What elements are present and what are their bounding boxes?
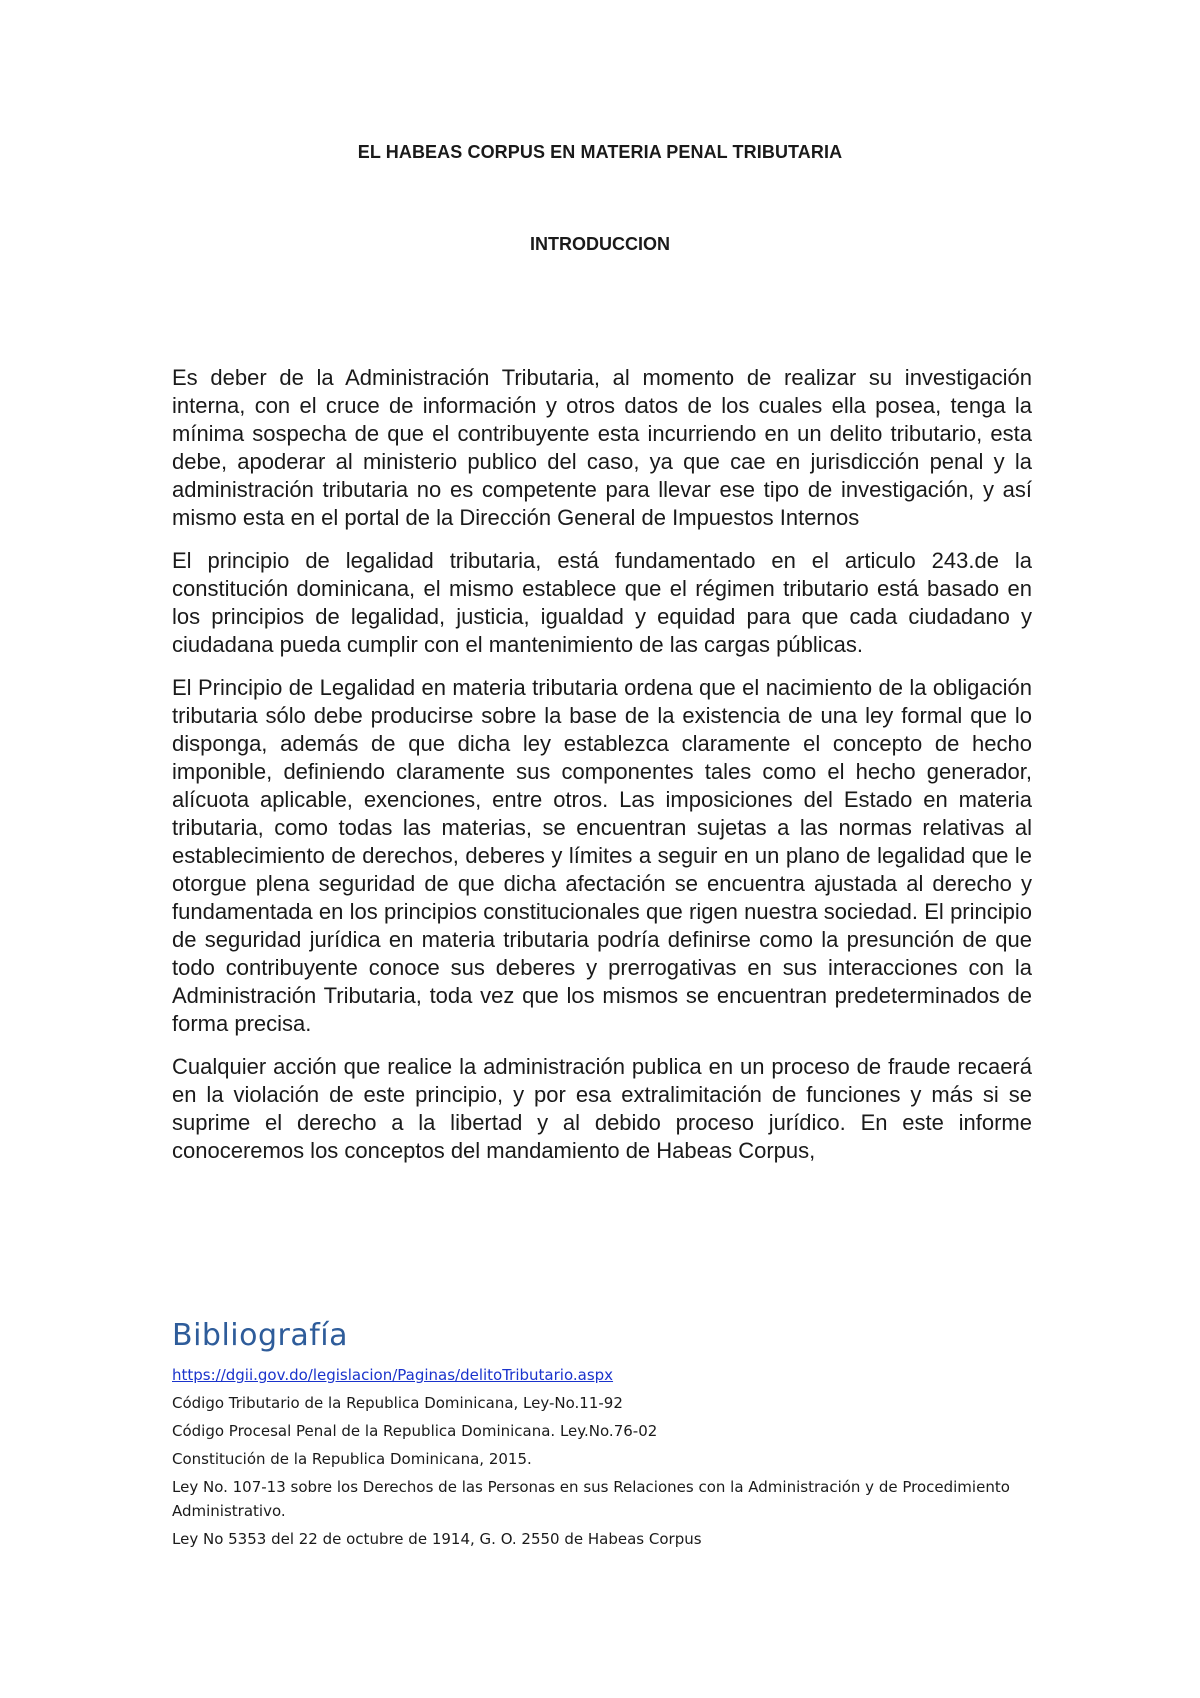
bibliography-section xyxy=(172,1318,1052,1555)
bibliography-entry: Ley No 5353 del 22 de octubre de 1914, G. O. 2550 de Habeas Corpus xyxy=(172,1530,702,1548)
section-heading-introduccion: INTRODUCCION xyxy=(530,234,670,254)
bibliography-entry: Ley No. 107-13 sobre los Derechos de las Personas en sus Relaciones con la Administración y de Procedimiento Administrativo. xyxy=(172,1478,1010,1520)
bibliography-entry: Código Procesal Penal de la Republica Dominicana. Ley.No.76-02 xyxy=(172,1422,658,1440)
introduction-body xyxy=(172,364,1032,1180)
paragraph: El principio de legalidad tributaria, está fundamentado en el articulo 243.de la constitución dominicana, el mismo establece que el régimen tributario está basado en los principios de legalidad, justicia, igualdad y equidad para que cada ciudadano y ciudadana pueda cumplir con el mantenimiento de las cargas públicas. xyxy=(172,548,1032,657)
paragraph: Cualquier acción que realice la administración publica en un proceso de fraude recaerá en la violación de este principio, y por esa extralimitación de funciones y más si se suprime el derecho a la libertad y al debido proceso jurídico. En este informe conoceremos los conceptos del mandamiento de Habeas Corpus, xyxy=(172,1054,1032,1163)
paragraph: El Principio de Legalidad en materia tributaria ordena que el nacimiento de la obligación tributaria sólo debe producirse sobre la base de la existencia de una ley formal que lo disponga, además de que dicha ley establezca claramente el concepto de hecho imponible, definiendo claramente sus componentes tales como el hecho generador, alícuota aplicable, exenciones, entre otros. Las imposiciones del Estado en materia tributaria, como todas las materias, se encuentran sujetas a las normas relativas al establecimiento de derechos, deberes y límites a seguir en un plano de legalidad que le otorgue plena seguridad de que dicha afectación se encuentra ajustada al derecho y fundamentada en los principios constitucionales que rigen nuestra sociedad. El principio de seguridad jurídica en materia tributaria podría definirse como la presunción de que todo contribuyente conoce sus deberes y prerrogativas en sus interacciones con la Administración Tributaria, toda vez que los mismos se encuentran predeterminados de forma precisa. xyxy=(172,675,1032,1036)
bibliography-link[interactable]: https://dgii.gov.do/legislacion/Paginas/delitoTributario.aspx xyxy=(172,1366,614,1384)
bibliography-heading: Bibliografía xyxy=(172,1318,349,1353)
bibliography-entry: Constitución de la Republica Dominicana, 2015. xyxy=(172,1450,532,1468)
paragraph: Es deber de la Administración Tributaria, al momento de realizar su investigación interna, con el cruce de información y otros datos de los cuales ella posea, tenga la mínima sospecha de que el contribuyente esta incurriendo en un delito tributario, esta debe, apoderar al ministerio publico del caso, ya que cae en jurisdicción penal y la administración tributaria no es competente para llevar ese tipo de investigación, y así mismo esta en el portal de la Dirección General de Impuestos Internos xyxy=(172,365,1032,530)
document-title: EL HABEAS CORPUS EN MATERIA PENAL TRIBUTARIA xyxy=(357,142,843,162)
bibliography-entry: Código Tributario de la Republica Dominicana, Ley-No.11-92 xyxy=(172,1394,623,1412)
